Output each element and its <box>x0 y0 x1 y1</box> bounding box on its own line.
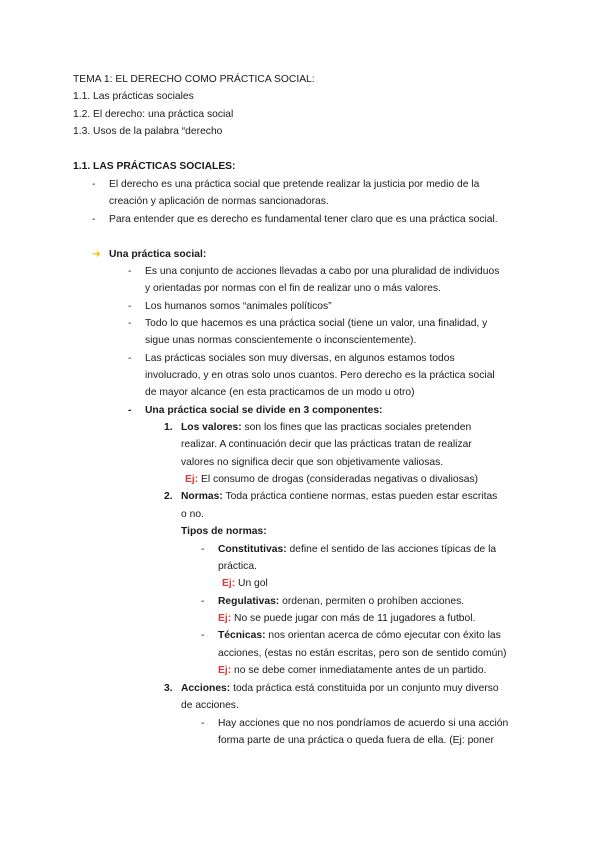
example-line <box>222 577 268 591</box>
list-item <box>181 490 497 504</box>
example-label: Ej: <box>218 665 232 676</box>
paragraph-line: de acciones. <box>181 700 239 711</box>
toc-item: 1.1. Las prácticas sociales <box>73 91 194 102</box>
paragraph-line: Los humanos somos “animales políticos” <box>145 301 332 312</box>
toc-item: 1.3. Usos de la palabra “derecho <box>73 126 223 137</box>
paragraph-line: práctica. <box>218 561 257 572</box>
example-text: El consumo de drogas (consideradas negativas o divaliosas) <box>198 474 479 485</box>
paragraph-line: El derecho es una práctica social que pretende realizar la justicia por medio de la <box>109 179 480 190</box>
paragraph-line: Todo lo que hacemos es una práctica social (tiene un valor, una finalidad, y <box>145 318 488 329</box>
list-item <box>181 682 499 696</box>
list-item <box>218 543 496 557</box>
bullet-dash: - <box>201 544 205 555</box>
term-text: Toda práctica contiene normas, estas pueden estar escritas <box>222 491 498 502</box>
term-label: Regulativas: <box>218 596 280 607</box>
example-label: Ej: <box>185 474 199 485</box>
subheading: Tipos de normas: <box>181 526 267 537</box>
example-text: Un gol <box>235 578 268 589</box>
list-number: 1. <box>164 422 173 433</box>
bullet-dash: - <box>128 405 132 416</box>
list-item <box>218 595 464 609</box>
paragraph-line: valores no significa decir que son objetivamente valiosas. <box>181 457 444 468</box>
paragraph-line: o no. <box>181 509 204 520</box>
term-text: define el sentido de las acciones típicas de la <box>286 544 497 555</box>
term-text: toda práctica está constituida por un conjunto muy diverso <box>230 683 499 694</box>
paragraph-line: de mayor alcance (en esta practicamos de un modo u otro) <box>145 387 415 398</box>
components-title: Una práctica social se divide en 3 componentes: <box>145 405 383 416</box>
bullet-dash: - <box>92 214 96 225</box>
paragraph-line: acciones, (estas no están escritas, pero son de sentido común) <box>218 648 507 659</box>
bullet-dash: - <box>128 301 132 312</box>
bullet-dash: - <box>201 630 205 641</box>
paragraph-line: Para entender que es derecho es fundamental tener claro que es una práctica social. <box>109 214 498 225</box>
list-item <box>181 421 471 435</box>
term-label: Acciones: <box>181 683 231 694</box>
term-label: Normas: <box>181 491 223 502</box>
example-label: Ej: <box>218 613 232 624</box>
bullet-dash: - <box>201 596 205 607</box>
term-text: nos orientan acerca de cómo ejecutar con éxito las <box>265 630 501 641</box>
example-text: no se debe comer inmediatamente antes de un partido. <box>231 665 487 676</box>
toc-item: 1.2. El derecho: una práctica social <box>73 109 234 120</box>
paragraph-line: Las prácticas sociales son muy diversas, en algunos estamos todos <box>145 353 455 364</box>
bullet-dash: - <box>201 718 205 729</box>
document-title: TEMA 1: EL DERECHO COMO PRÁCTICA SOCIAL: <box>73 74 315 85</box>
example-line <box>218 612 475 626</box>
term-label: Constitutivas: <box>218 544 287 555</box>
example-line <box>185 473 478 487</box>
arrow-icon: ➔ <box>92 249 101 260</box>
paragraph-line: y orientadas por normas con el fin de realizar uno o más valores. <box>145 283 441 294</box>
paragraph-line: Hay acciones que no nos pondríamos de acuerdo si una acción <box>218 718 509 729</box>
bullet-dash: - <box>92 179 96 190</box>
bullet-dash: - <box>128 353 132 364</box>
paragraph-line: forma parte de una práctica o queda fuera de ella. (Ej: poner <box>218 735 494 746</box>
term-label: Técnicas: <box>218 630 266 641</box>
example-text: No se puede jugar con más de 11 jugadores a futbol. <box>231 613 476 624</box>
section-heading: 1.1. LAS PRÁCTICAS SOCIALES: <box>73 161 236 172</box>
list-number: 3. <box>164 683 173 694</box>
paragraph-line: sigue unas normas conscientemente o inconscientemente). <box>145 335 417 346</box>
example-line <box>218 664 486 678</box>
term-text: son los fines que las practicas sociales pretenden <box>241 422 472 433</box>
term-text: ordenan, permiten o prohíben acciones. <box>279 596 465 607</box>
bullet-dash: - <box>128 318 132 329</box>
paragraph-line: realizar. A continuación decir que las prácticas tratan de realizar <box>181 439 472 450</box>
example-label: Ej: <box>222 578 236 589</box>
term-label: Los valores: <box>181 422 242 433</box>
paragraph-line: involucrado, y en otras solo unos cuantos. Pero derecho es la práctica social <box>145 370 495 381</box>
list-item <box>218 629 501 643</box>
list-number: 2. <box>164 491 173 502</box>
paragraph-line: creación y aplicación de normas sancionadoras. <box>109 196 329 207</box>
paragraph-line: Es una conjunto de acciones llevadas a cabo por una pluralidad de individuos <box>145 266 500 277</box>
subsection-title: Una práctica social: <box>109 249 207 260</box>
bullet-dash: - <box>128 266 132 277</box>
